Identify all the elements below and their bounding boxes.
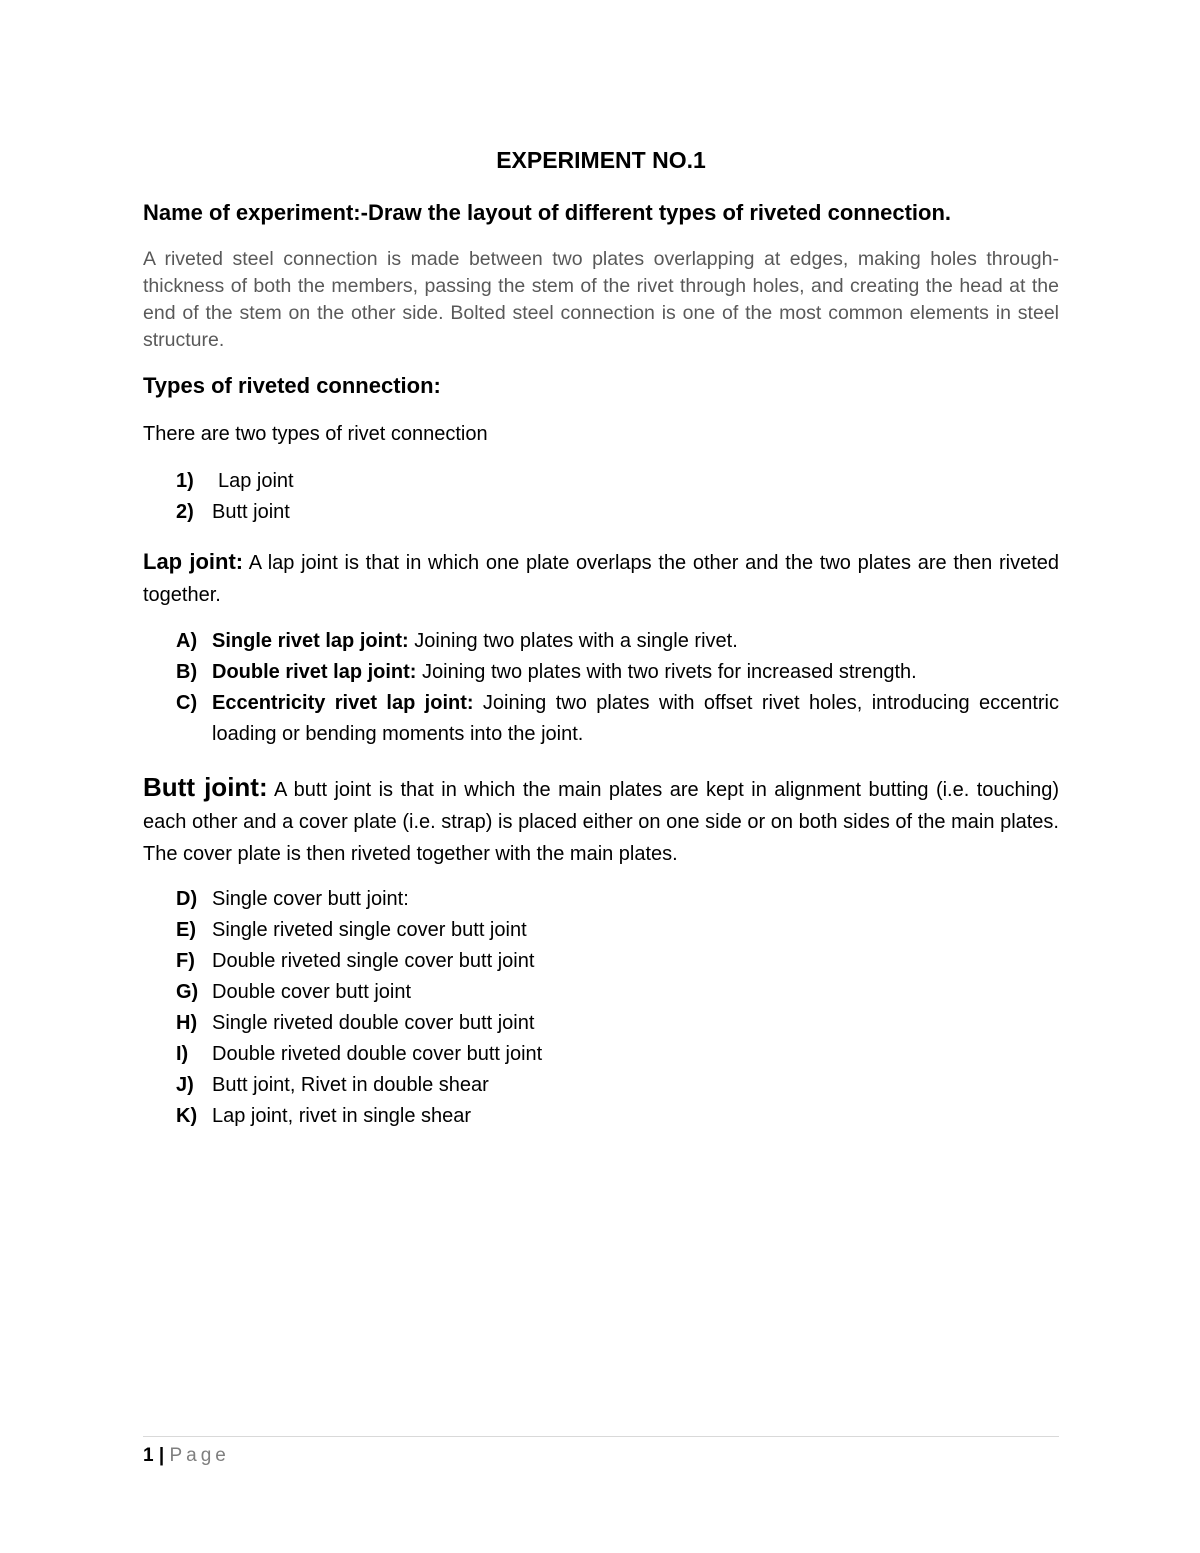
intro-paragraph: A riveted steel connection is made between two plates overlapping at edges, making holes through-thickness of both the members, passing the stem of the rivet through holes, and creating the head at the end of the stem on the other side. Bolted steel connection is one of the most common elements in steel structure. bbox=[143, 248, 1059, 351]
list-item bbox=[176, 626, 1059, 657]
list-item-term: Single rivet lap joint: bbox=[212, 630, 409, 652]
list-marker: B) bbox=[176, 661, 198, 683]
list-marker: C) bbox=[176, 692, 198, 714]
types-intro: There are two types of rivet connection bbox=[143, 423, 488, 445]
page-label: Page bbox=[169, 1445, 230, 1466]
list-item bbox=[176, 884, 1059, 915]
list-marker: I) bbox=[176, 1043, 189, 1065]
list-item bbox=[176, 688, 1059, 750]
list-marker: A) bbox=[176, 630, 198, 652]
list-item-text: Lap joint bbox=[218, 470, 294, 492]
list-item-text: Single riveted single cover butt joint bbox=[212, 919, 527, 941]
lap-joint-list bbox=[176, 626, 1059, 750]
list-marker: F) bbox=[176, 950, 195, 972]
list-marker: D) bbox=[176, 888, 198, 910]
list-item-text: Lap joint, rivet in single shear bbox=[212, 1105, 472, 1127]
list-item bbox=[176, 915, 1059, 946]
list-item-text: Joining two plates with two rivets for increased strength. bbox=[416, 661, 917, 683]
list-item bbox=[176, 466, 1059, 497]
list-item bbox=[176, 1101, 1059, 1132]
list-item bbox=[176, 946, 1059, 977]
butt-joint-text: A butt joint is that in which the main plates are kept in alignment butting (i.e. touching) each other and a cover plate (i.e. strap) is placed either on one side or on both sides of the main plates. The cover plate is then riveted together with the main plates. bbox=[143, 779, 1060, 865]
lap-joint-heading: Lap joint: bbox=[143, 549, 244, 574]
list-item-text: Butt joint, Rivet in double shear bbox=[212, 1074, 489, 1096]
experiment-text: -Draw the layout of different types of riveted connection. bbox=[360, 200, 952, 225]
footer-divider bbox=[143, 1436, 1059, 1437]
list-item-text: Butt joint bbox=[212, 501, 290, 523]
list-item-text: Single riveted double cover butt joint bbox=[212, 1012, 535, 1034]
list-item-term: Double rivet lap joint: bbox=[212, 661, 417, 683]
lap-joint-paragraph bbox=[143, 546, 1059, 611]
list-item bbox=[176, 497, 1059, 528]
page-number: 1 bbox=[143, 1445, 154, 1466]
list-item bbox=[176, 657, 1059, 688]
document-title: EXPERIMENT NO.1 bbox=[496, 147, 706, 173]
list-marker: 1) bbox=[176, 470, 194, 492]
page-footer bbox=[143, 1443, 230, 1469]
list-item bbox=[176, 1008, 1059, 1039]
list-marker: K) bbox=[176, 1105, 198, 1127]
list-item-text: Double cover butt joint bbox=[212, 981, 412, 1003]
list-item-text: Joining two plates with offset rivet holes, introducing eccentric loading or bending moments into the joint. bbox=[212, 692, 1059, 745]
butt-joint-heading: Butt joint: bbox=[143, 772, 268, 802]
types-heading: Types of riveted connection: bbox=[143, 373, 441, 398]
list-item-text: Single cover butt joint: bbox=[212, 888, 409, 910]
list-marker: E) bbox=[176, 919, 196, 941]
list-item-text: Double riveted double cover butt joint bbox=[212, 1043, 543, 1065]
list-item-term: Eccentricity rivet lap joint: bbox=[212, 692, 474, 714]
types-list bbox=[176, 466, 1059, 528]
list-item bbox=[176, 977, 1059, 1008]
experiment-label: Name of experiment: bbox=[143, 200, 361, 225]
butt-joint-list bbox=[176, 884, 1059, 1132]
experiment-name bbox=[143, 198, 1059, 228]
list-item-text: Joining two plates with a single rivet. bbox=[408, 630, 738, 652]
list-marker: 2) bbox=[176, 501, 194, 523]
list-marker: H) bbox=[176, 1012, 198, 1034]
document-page bbox=[143, 0, 1059, 1553]
list-marker: G) bbox=[176, 981, 199, 1003]
list-item bbox=[176, 1070, 1059, 1101]
footer-separator: | bbox=[158, 1445, 165, 1466]
butt-joint-paragraph bbox=[143, 771, 1059, 870]
list-marker: J) bbox=[176, 1074, 194, 1096]
list-item bbox=[176, 1039, 1059, 1070]
list-item-text: Double riveted single cover butt joint bbox=[212, 950, 535, 972]
lap-joint-text: A lap joint is that in which one plate overlaps the other and the two plates are then riveted together. bbox=[143, 552, 1059, 606]
